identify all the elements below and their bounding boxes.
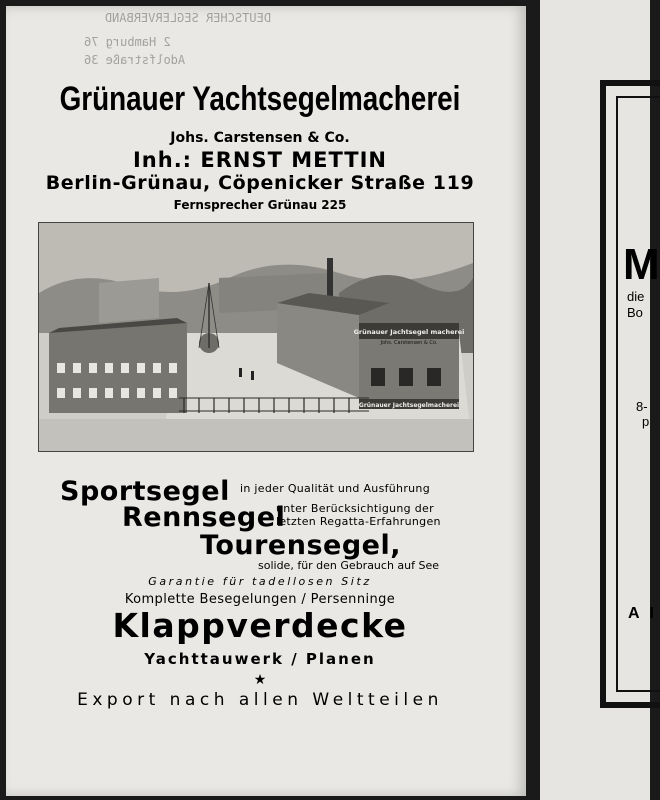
factory-sign-sub: Johs. Carstensen & Co. [380,340,438,346]
yachttauwerk-line: Yachttauwerk / Planen [144,650,376,668]
factory-sign: Grünauer Jachtsegel macherei [353,328,465,336]
right-page-text: p [642,414,650,429]
right-page-frame-inner [616,96,660,692]
heading-sportsegel: Sportsegel [60,476,230,507]
star-icon: ★ [253,672,267,688]
rennsegel-description-line: unter Berücksichtigung der [276,502,434,515]
ad-title: Grünauer Yachtsegelmacherei [59,80,461,118]
factory-sign-bottom: Grünauer Jachtsegelmacherei [358,402,460,409]
sportsegel-description: in jeder Qualität und Ausführung [240,482,430,495]
right-page-letter: M [623,240,660,289]
right-page-text: die [627,289,645,304]
address: Berlin-Grünau, Cöpenicker Straße 119 [45,172,475,194]
stamp-line: Adolfstraße 36 [84,53,186,67]
right-page-text: A I [628,605,657,622]
right-page-text: Bo [627,305,643,320]
complete-sails-line: Komplette Besegelungen / Persenninge [124,592,396,607]
heading-rennsegel: Rennsegel [122,502,286,533]
company-name: Johs. Carstensen & Co. [170,130,350,146]
right-page-text: 8- [636,399,648,414]
heading-klappverdecke: Klappverdecke [112,606,408,645]
tourensegel-description: solide, für den Gebrauch auf See [258,559,440,572]
stamp-line: DEUTSCHER SEGLERVERBAND [104,11,271,25]
guarantee-line: Garantie für tadellosen Sitz [148,575,372,588]
factory-illustration [38,222,474,452]
heading-tourensegel: Tourensegel, [200,530,401,561]
rennsegel-description-line: letzten Regatta-Erfahrungen [276,515,441,528]
rennsegel-description [276,502,441,528]
phone-number: Fernsprecher Grünau 225 [173,198,347,212]
export-line: Export nach allen Weltteilen [77,690,443,710]
owner-name: Inh.: ERNST METTIN [132,148,387,172]
stamp-line: 2 Hamburg 76 [84,35,171,49]
